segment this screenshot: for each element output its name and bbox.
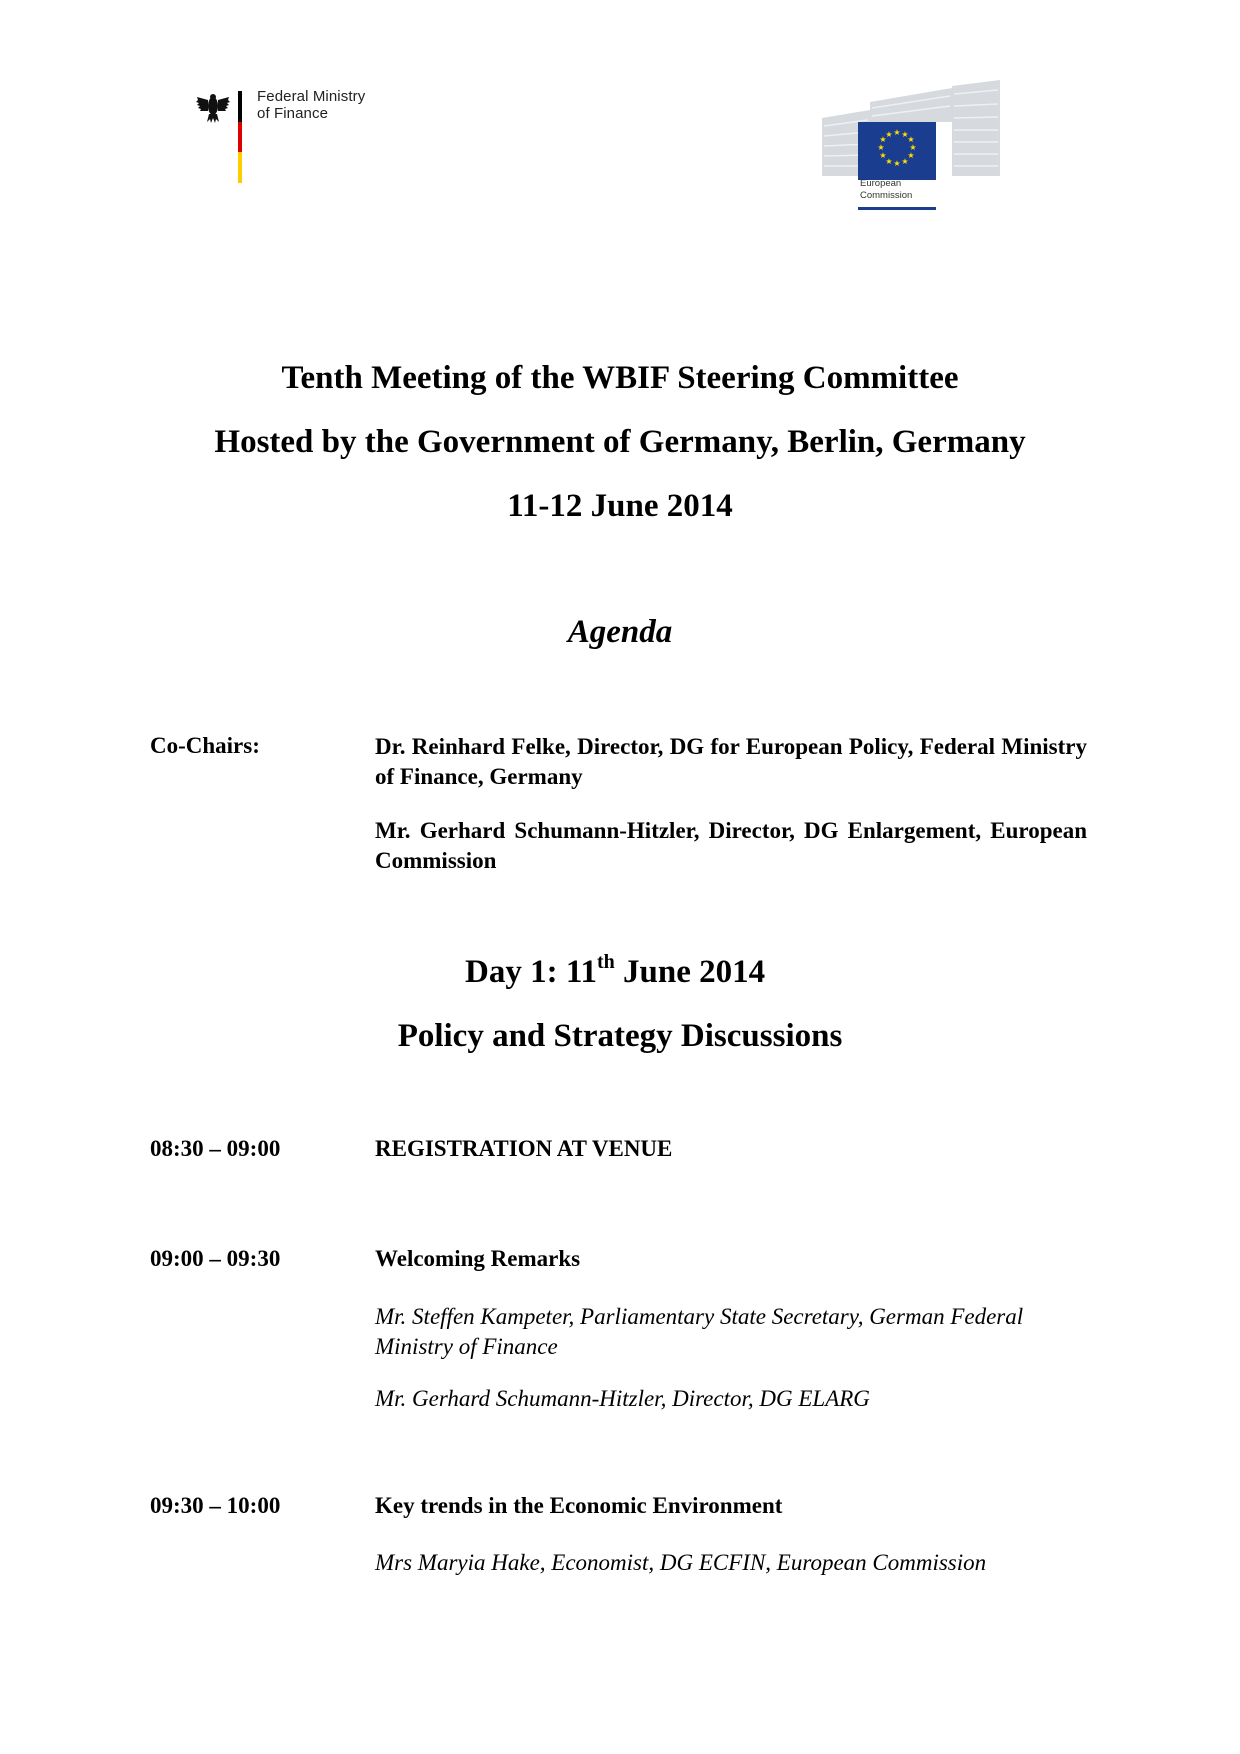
svg-text:★: ★ [907, 151, 915, 160]
federal-eagle-icon [195, 91, 231, 127]
federal-ministry-of-finance-logo [195, 86, 395, 186]
svg-text:★: ★ [893, 159, 901, 168]
agenda-heading: Agenda [567, 614, 673, 650]
meeting-dates: 11-12 June 2014 [507, 488, 733, 524]
agenda-item-title: REGISTRATION AT VENUE [375, 1136, 673, 1161]
svg-text:★: ★ [877, 143, 885, 152]
ec-logo-underline [858, 207, 936, 210]
bmf-logo-text [257, 88, 365, 122]
agenda-item-time: 09:00 – 09:30 [150, 1246, 281, 1271]
svg-text:★: ★ [901, 130, 909, 139]
day-1-heading [465, 951, 766, 991]
german-flag-stripes [238, 91, 242, 183]
co-chair-1: Dr. Reinhard Felke, Director, DG for European Policy, Federal Ministry of Finance, Germany [375, 734, 1087, 789]
day-1-heading-suffix: June 2014 [614, 954, 766, 990]
co-chair-2: Mr. Gerhard Schumann-Hitzler, Director, DG Enlargement, European Commission [375, 818, 1087, 873]
svg-text:★: ★ [885, 157, 893, 166]
ec-logo-line1: European [860, 178, 902, 189]
svg-text:★: ★ [885, 130, 893, 139]
agenda-item-speaker: Mrs Maryia Hake, Economist, DG ECFIN, European Commission [375, 1550, 987, 1575]
agenda-item-title: Key trends in the Economic Environment [375, 1493, 783, 1518]
day-1-heading-prefix: Day 1: 11 [465, 954, 597, 990]
svg-text:★: ★ [893, 128, 901, 137]
agenda-item-speaker: Mr. Steffen Kampeter, Parliamentary State Secretary, German Federal Ministry of Finance [375, 1304, 1024, 1359]
meeting-title: Tenth Meeting of the WBIF Steering Committee [281, 360, 959, 396]
agenda-item-time: 09:30 – 10:00 [150, 1493, 281, 1518]
svg-text:★: ★ [901, 157, 909, 166]
bmf-logo-line2: of Finance [257, 105, 329, 122]
european-commission-logo [822, 80, 1004, 212]
eu-flag-icon [858, 122, 936, 180]
co-chairs-label: Co-Chairs: [150, 733, 260, 758]
agenda-item-time: 08:30 – 09:00 [150, 1136, 281, 1161]
ec-logo-text [860, 178, 912, 202]
day-1-subheading: Policy and Strategy Discussions [397, 1018, 843, 1054]
svg-text:★: ★ [907, 135, 915, 144]
ec-logo-line2: Commission [860, 190, 913, 201]
meeting-host: Hosted by the Government of Germany, Berlin, Germany [214, 424, 1026, 460]
agenda-item-title: Welcoming Remarks [375, 1246, 581, 1271]
svg-text:★: ★ [909, 143, 917, 152]
agenda-item-speaker: Mr. Gerhard Schumann-Hitzler, Director, DG ELARG [375, 1386, 870, 1411]
day-1-heading-sup: th [597, 951, 615, 973]
bmf-logo-line1: Federal Ministry [257, 88, 366, 105]
svg-text:★: ★ [879, 151, 887, 160]
svg-text:★: ★ [879, 135, 887, 144]
